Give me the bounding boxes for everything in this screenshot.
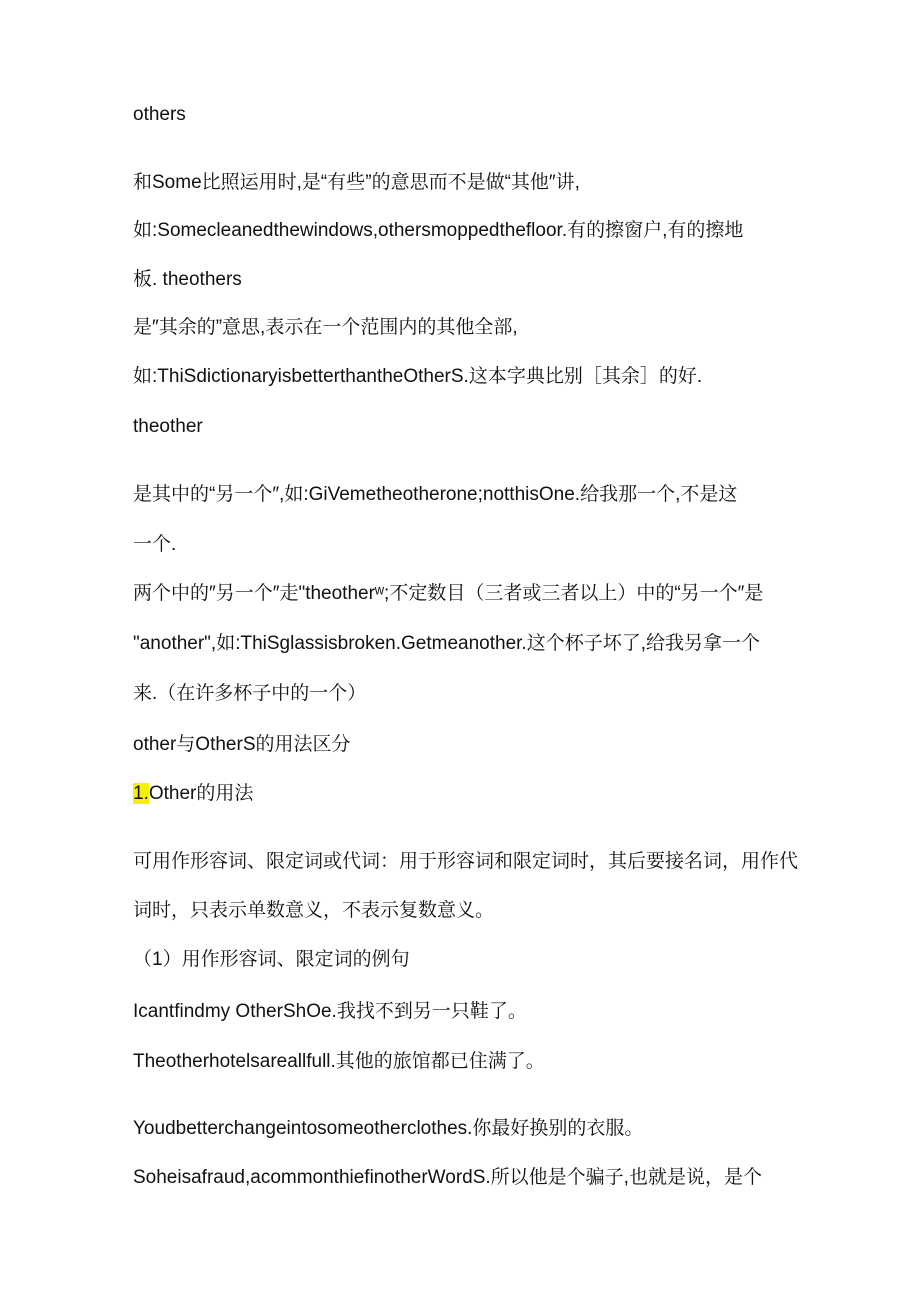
paragraph-line: 和Some比照运用时,是“有些”的意思而不是做“其他″讲, [133,172,580,193]
heading-others: others [133,104,186,125]
paragraph-line: 词时，只表示单数意义，不表示复数意义。 [133,900,495,921]
paragraph-line: 可用作形容词、限定词或代词：用于形容词和限定词时，其后要接名词，用作代 [133,851,799,872]
paragraph-line: 一个. [133,534,177,555]
section-heading [133,782,253,806]
paragraph-line: 如:Somecleanedthewindows,othersmoppedthefloor.有的擦窗户,有的擦地 [133,220,744,241]
paragraph-line: 板. theothers [133,269,242,290]
paragraph-line: "another",如:ThiSglassisbroken.Getmeanother.这个杯子坏了,给我另拿一个 [133,633,760,654]
example-sentence: Youdbetterchangeintosomeotherclothes.你最好换别的衣服。 [133,1118,644,1139]
section-title: other与OtherS的用法区分 [133,734,351,755]
example-sentence: Soheisafraud,acommonthiefinotherWordS.所以他是个骗子,也就是说，是个 [133,1167,762,1188]
example-sentence: Theotherhotelsareallfull.其他的旅馆都已住满了。 [133,1051,545,1072]
example-sentence: Icantfindmy OtherShOe.我找不到另一只鞋了。 [133,1001,527,1022]
example-subheading: （1）用作形容词、限定词的例句 [133,949,410,970]
paragraph-line: 是″其余的”意思,表示在一个范围内的其他全部, [133,317,518,338]
paragraph-line: 两个中的″另一个″走"theotherʷ;不定数目（三者或三者以上）中的“另一个″是 [133,583,764,604]
paragraph-line: 是其中的“另一个″,如:GiVemetheotherone;notthisOne.给我那一个,不是这 [133,484,738,505]
heading-text: Other的用法 [148,783,254,804]
heading-theother: theother [133,416,203,437]
paragraph-line: 如:ThiSdictionaryisbetterthantheOtherS.这本字典比别［其余］的好. [133,366,703,387]
heading-number-highlight: 1. [133,783,149,804]
paragraph-line: 来.（在许多杯子中的一个） [133,683,367,704]
